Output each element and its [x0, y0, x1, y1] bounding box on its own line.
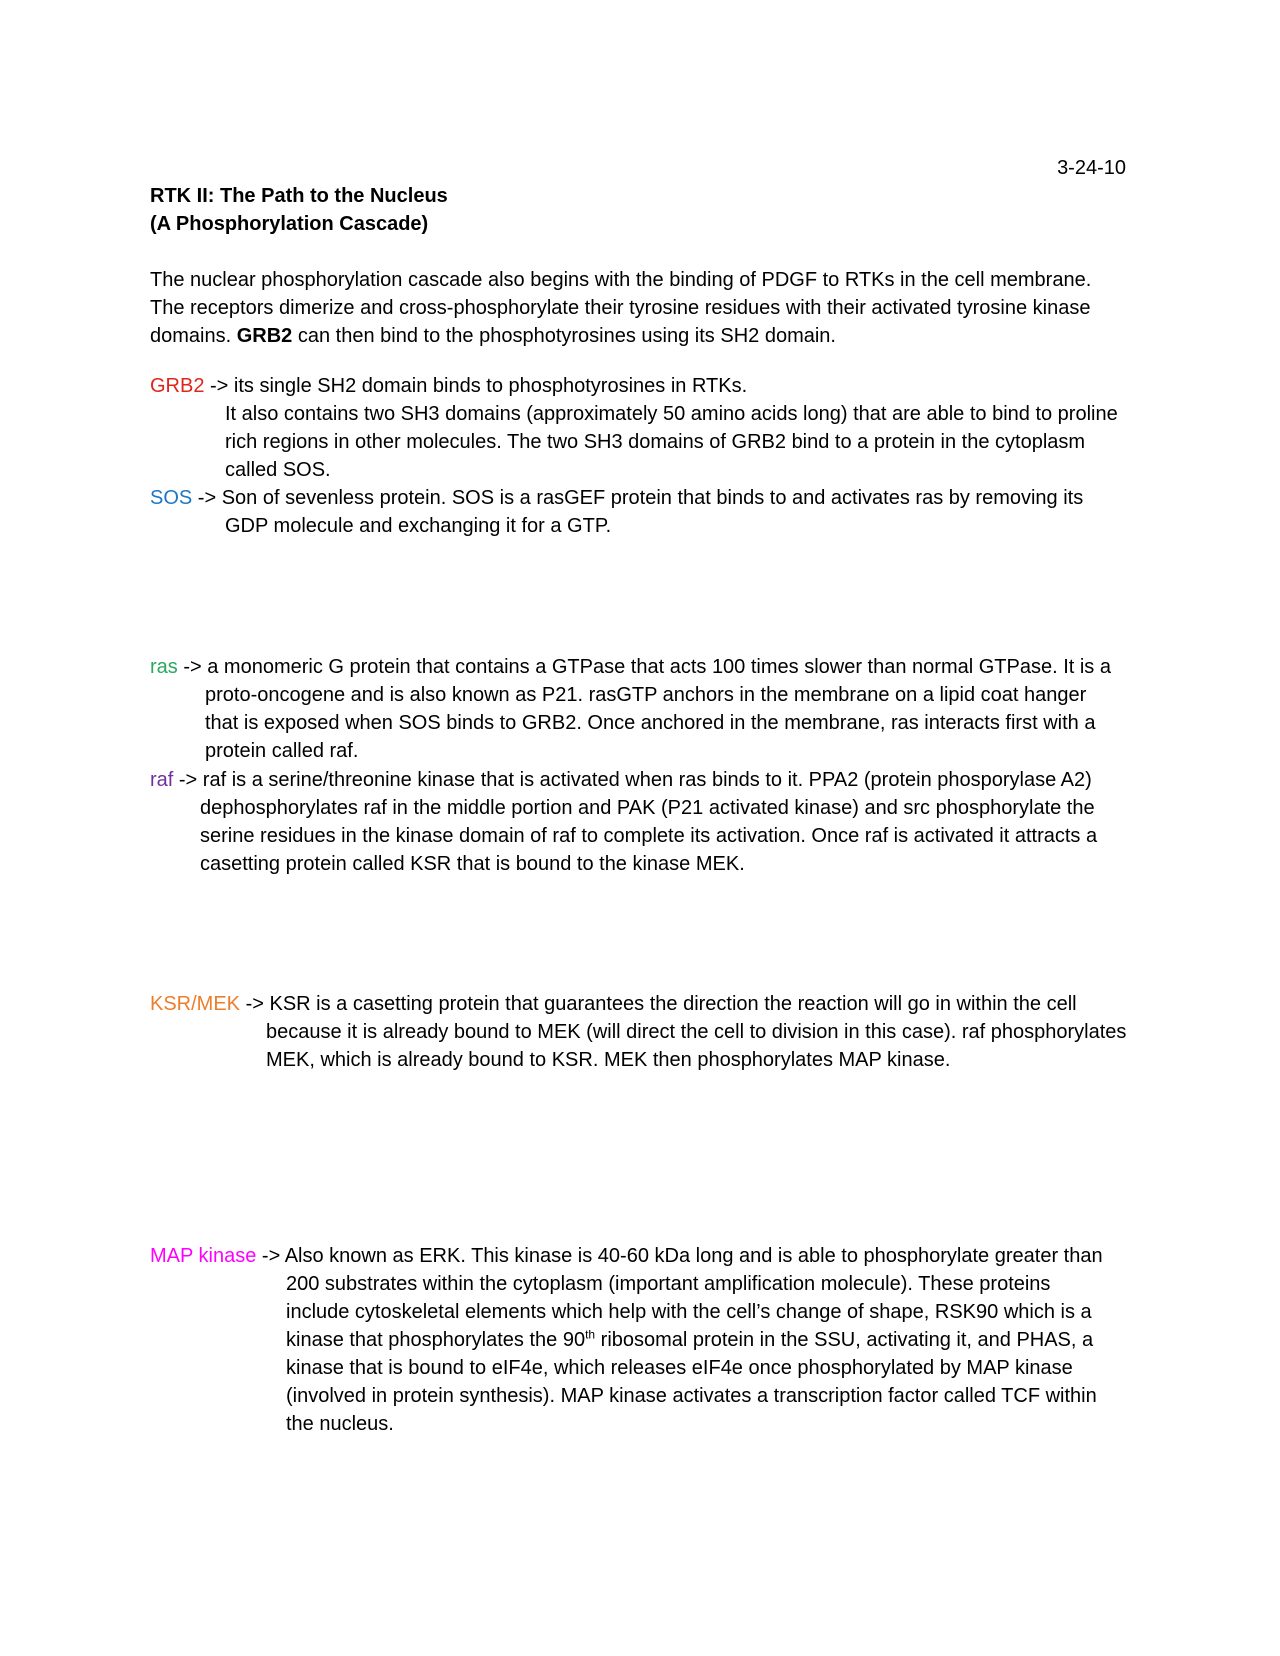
term-raf: raf — [150, 769, 174, 791]
entry-raf-text: -> raf is a serine/threonine kinase that is activated when ras binds to it. PPA2 (protein phosporylase A2) dephosphorylates raf in the middle portion and PAK (P21 activated kinase) and src phosphorylate the serine residues in the kinase domain of raf to complete its activation. Once raf is activated it attracts a casetting protein called KSR that is bound to the kinase MEK. — [173, 769, 1098, 875]
entry-grb2-first-text: -> its single SH2 domain binds to phosphotyrosines in RTKs. — [204, 375, 748, 397]
entry-sos — [150, 484, 1115, 540]
intro-text-before: The nuclear phosphorylation cascade also begins with the binding of PDGF to RTKs in the cell membrane. The receptors dimerize and cross-phosphorylate their tyrosine residues with their activated tyrosine kinase domains. — [150, 269, 1092, 347]
title-line-2: (A Phosphorylation Cascade) — [150, 213, 429, 235]
title-line-1: RTK II: The Path to the Nucleus — [150, 185, 448, 207]
date: 3-24-10 — [1057, 157, 1126, 179]
entry-grb2-rest: It also contains two SH3 domains (approximately 50 amino acids long) that are able to bind to proline rich regions in other molecules. The two SH3 domains of GRB2 bind to a protein in the cytoplasm called SOS. — [225, 403, 1118, 481]
term-ras: ras — [150, 656, 178, 678]
entry-ras — [150, 653, 1122, 765]
entry-raf — [150, 766, 1120, 878]
entry-grb2-first-line — [150, 372, 1130, 400]
term-sos: SOS — [150, 487, 193, 509]
term-grb2: GRB2 — [150, 375, 205, 397]
term-map-kinase: MAP kinase — [150, 1245, 257, 1267]
intro-bold-term: GRB2 — [236, 325, 293, 347]
entry-grb2 — [150, 372, 1130, 484]
entry-sos-text: -> Son of sevenless protein. SOS is a rasGEF protein that binds to and activates ras by removing its GDP molecule and exchanging it for a GTP. — [192, 487, 1084, 537]
entry-ksr-mek — [150, 990, 1135, 1074]
term-ksr-mek: KSR/MEK — [150, 993, 241, 1015]
entry-map-text-before: -> Also known as ERK. This kinase is 40-60 kDa long and is able to phosphorylate greater than 200 substrates within the cytoplasm (important amplification molecule). These proteins include cytoskeletal elements which help with the cell’s change of shape, RSK90 which is a kinase that phosphorylates the 90 — [256, 1245, 1103, 1351]
document-title — [150, 182, 448, 238]
intro-paragraph — [150, 266, 1130, 350]
intro-text-after: can then bind to the phosphotyrosines using its SH2 domain. — [292, 325, 836, 347]
entry-ksr-mek-text: -> KSR is a casetting protein that guarantees the direction the reaction will go in within the cell because it is already bound to MEK (will direct the cell to division in this case). raf phosphorylates MEK, which is already bound to KSR. MEK then phosphorylates MAP kinase. — [240, 993, 1127, 1071]
entry-map-text-after: ribosomal protein in the SSU, activating it, and PHAS, a kinase that is bound to eIF4e, which releases eIF4e once phosphorylated by MAP kinase (involved in protein synthesis). MAP kinase activates a transcription factor called TCF within the nucleus. — [286, 1329, 1097, 1435]
superscript-th: th — [585, 1327, 596, 1342]
entry-ras-text: -> a monomeric G protein that contains a GTPase that acts 100 times slower than normal GTPase. It is a proto-oncogene and is also known as P21. rasGTP anchors in the membrane on a lipid coat hanger that is exposed when SOS binds to GRB2. Once anchored in the membrane, ras interacts first with a protein called raf. — [177, 656, 1111, 762]
entry-map-kinase — [150, 1242, 1112, 1438]
